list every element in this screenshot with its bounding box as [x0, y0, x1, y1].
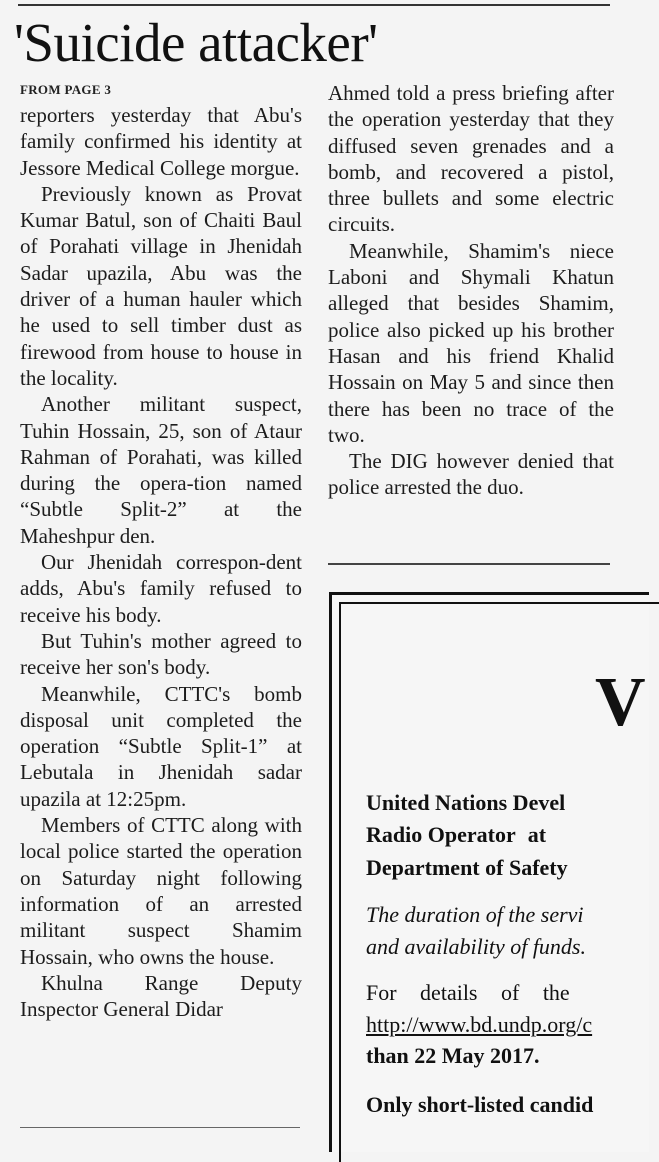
ad-org-line: United Nations Devel: [366, 790, 566, 815]
ad-shortlist-line: Only short-listed candid: [366, 1092, 594, 1117]
ad-department-line: Department of Safety: [366, 855, 568, 880]
continuation-kicker: FROM PAGE 3: [20, 82, 112, 97]
ad-url-link[interactable]: http://www.bd.undp.org/c: [366, 1012, 593, 1037]
paragraph: Previously known as Provat Kumar Batul, son of Chaiti Baul of Porahati village in Jhenidah Sadar upazila, Abu was the driver of a human hauler which he used to sell timber dust as firewood from house to house in the locality.: [20, 181, 302, 390]
paragraph: The DIG however denied that police arrested the duo.: [328, 449, 614, 500]
paragraph: Another militant suspect, Tuhin Hossain, 25, son of Ataur Rahman of Porahati, was killed during the opera-tion named “Subtle Split-2” at the Maheshpur den.: [20, 392, 302, 548]
paragraph: Khulna Range Deputy Inspector General Didar: [20, 970, 302, 1022]
paragraph: Members of CTTC along with local police started the operation on Saturday night following information of an arrested militant suspect Shamim Hossain, who owns the house.: [20, 813, 302, 969]
paragraph: Meanwhile, Shamim's niece Laboni and Shymali Khatun alleged that besides Shamim, police also picked up his brother Hasan and his friend Khalid Hossain on May 5 and since then there has been no trace of the two.: [328, 238, 614, 447]
ad-big-letter: V: [595, 664, 646, 741]
paragraph: Ahmed told a press briefing after the operation yesterday that they diffused seven grenades and a bomb, and recovered a pistol, three bullets and some electric circuits.: [328, 81, 614, 237]
ad-deadline-line: than 22 May 2017.: [366, 1043, 540, 1068]
ad-details-line: For details of the: [366, 980, 570, 1005]
ad-position-at: at: [527, 822, 547, 847]
paragraph: Our Jhenidah correspon-dent adds, Abu's family refused to receive his body.: [20, 550, 302, 627]
paragraph: Meanwhile, CTTC's bomb disposal unit completed the operation “Subtle Split-1” at Lebutala in Jhenidah sadar upazila at 12:25pm.: [20, 681, 302, 811]
paragraph: reporters yesterday that Abu's family confirmed his identity at Jessore Medical College morgue.: [20, 103, 302, 180]
ad-duration-line: The duration of the servi: [366, 902, 584, 927]
paragraph: But Tuhin's mother agreed to receive her son's body.: [20, 628, 302, 680]
ad-position-line: [366, 822, 546, 848]
headline: 'Suicide attacker': [14, 12, 378, 73]
ad-position-title: Radio Operator: [366, 822, 516, 847]
ad-funds-line: and availability of funds.: [366, 934, 586, 959]
